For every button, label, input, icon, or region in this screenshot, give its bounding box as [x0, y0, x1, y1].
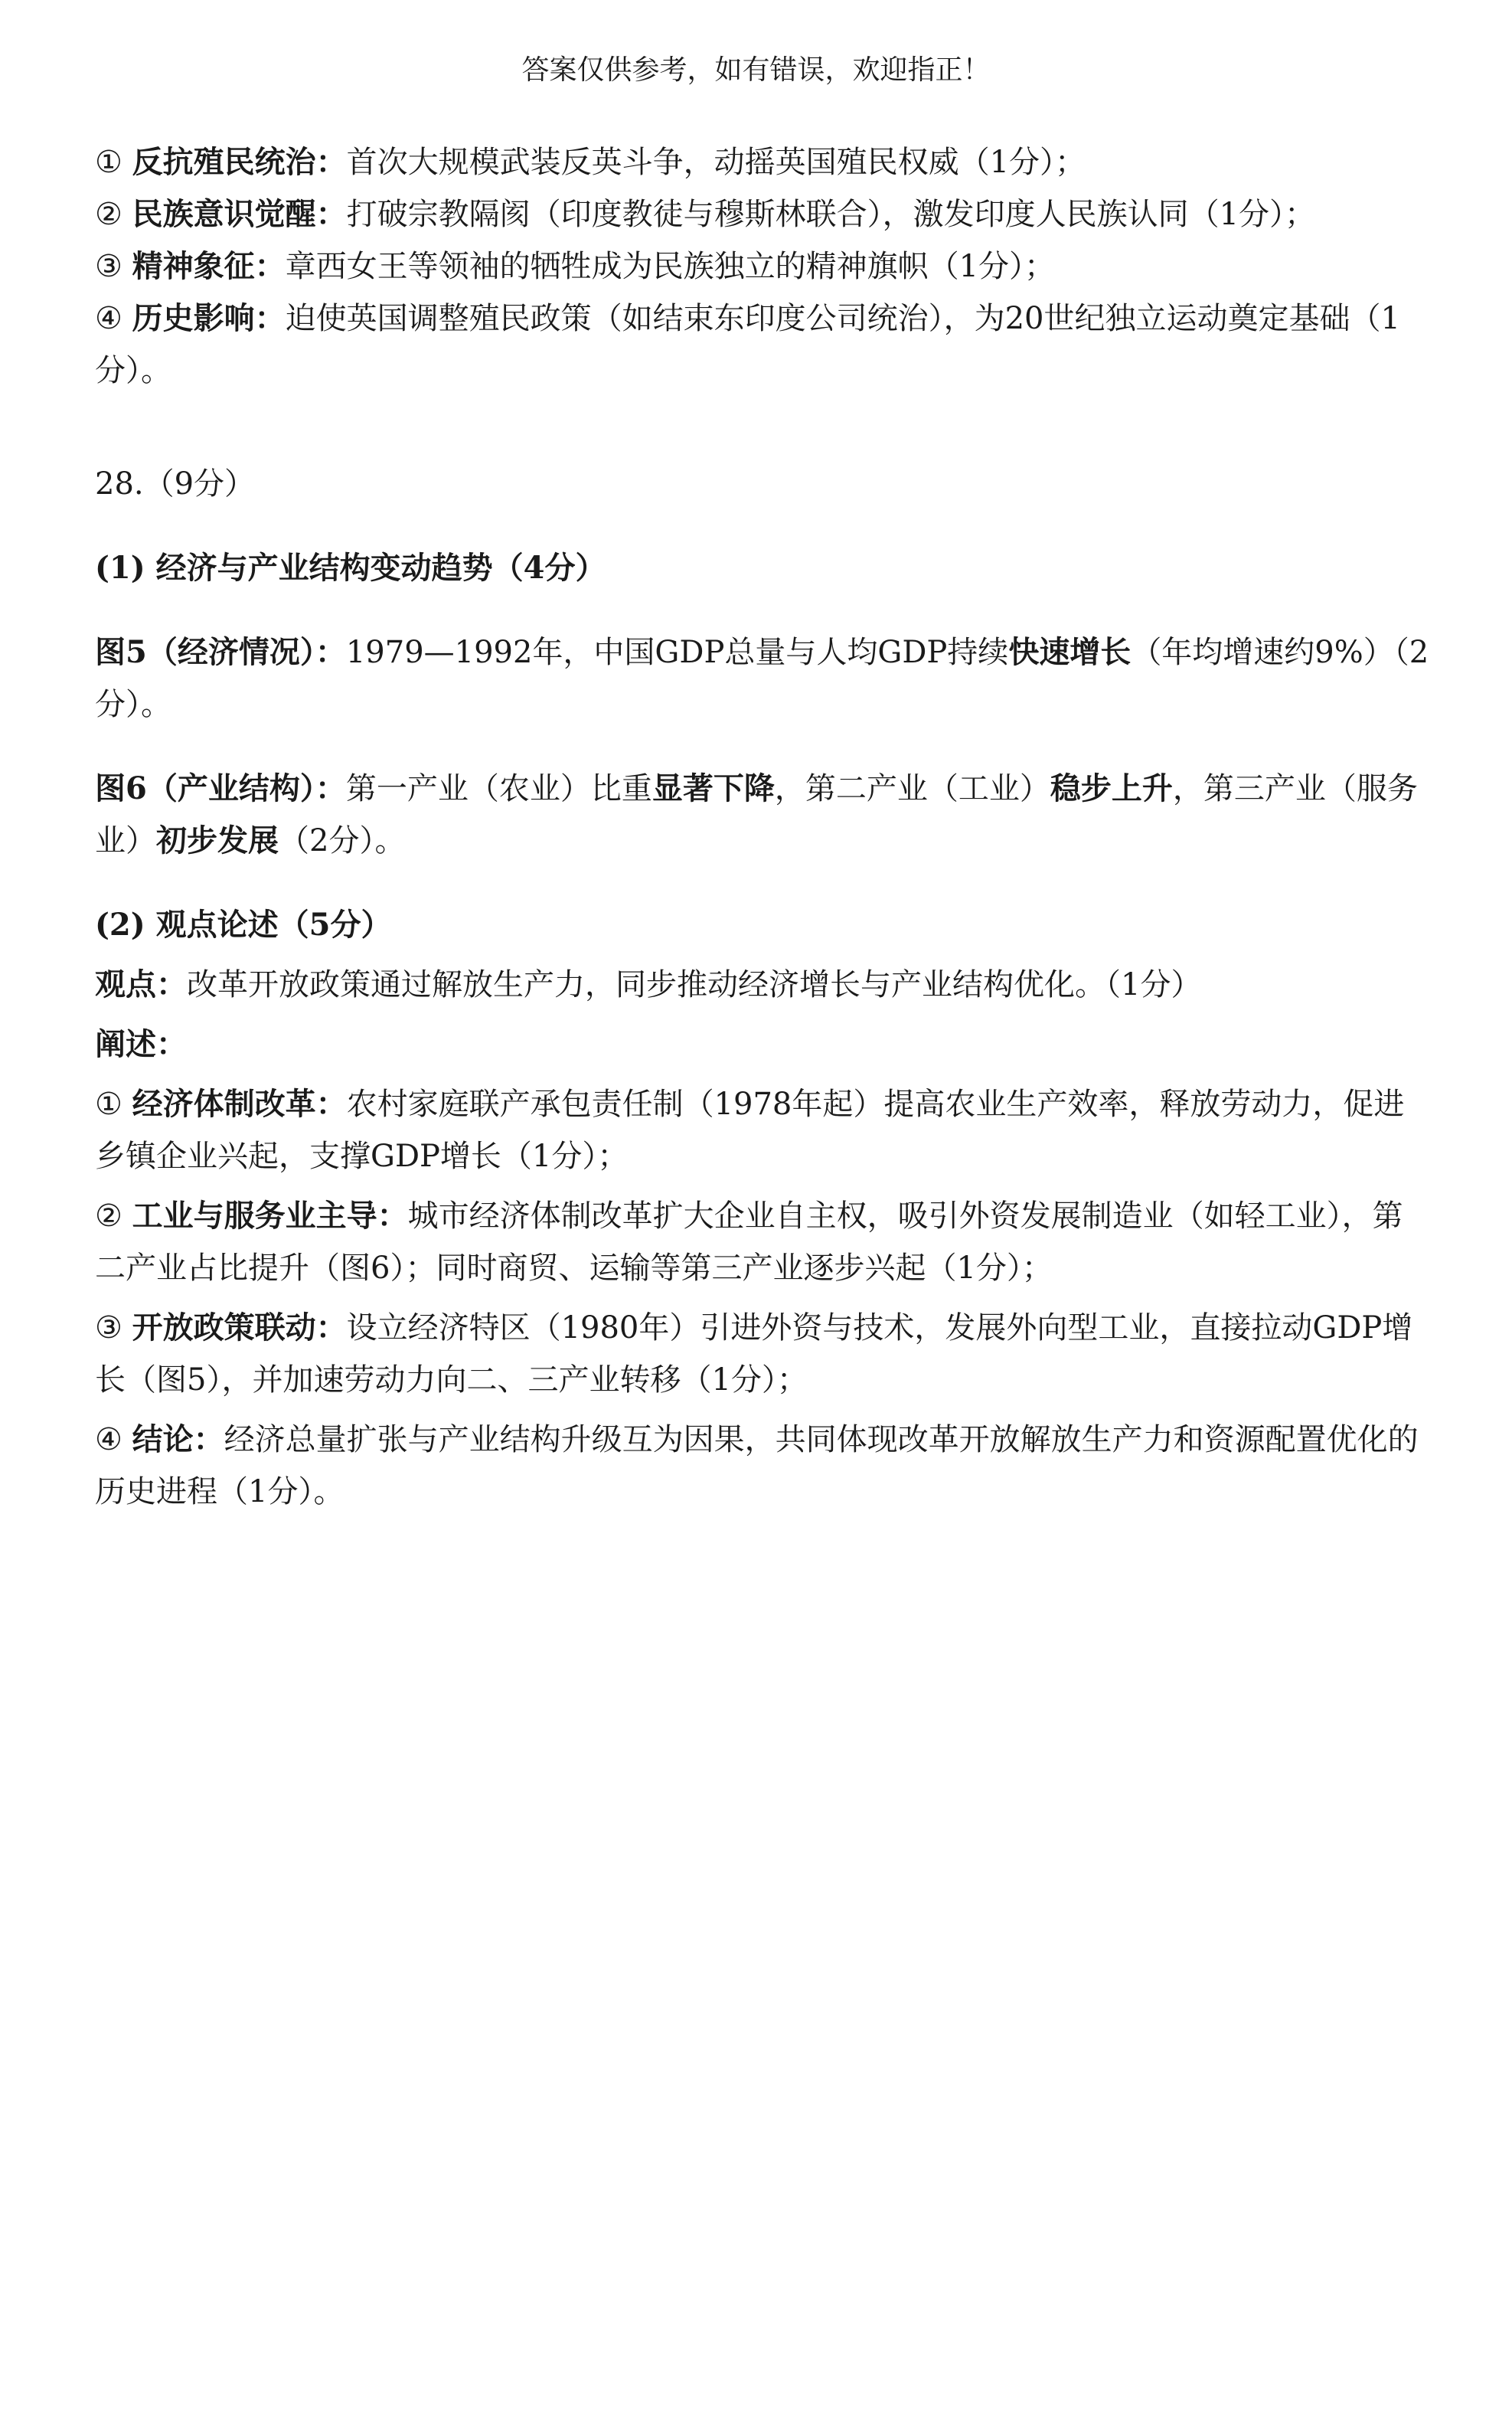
point-label: 开放政策联动： — [132, 1310, 347, 1346]
answer-content — [95, 136, 1431, 1518]
fig5-text-a: 1979—1992年，中国GDP总量与人均GDP持续 — [345, 635, 1009, 670]
point-text: 迫使英国调整殖民政策（如结束东印度公司统治），为20世纪独立运动奠定基础（1分）。 — [95, 301, 1400, 388]
fig6-label: 图6（产业结构）： — [95, 770, 346, 806]
answer-disclaimer: 答案仅供参考，如有错误，欢迎指正！ — [521, 54, 991, 86]
fig6-text-b: ，第二产业（工业） — [774, 771, 1050, 806]
point-label: 经济体制改革： — [132, 1086, 347, 1122]
q28-heading: 28.（9分） — [95, 466, 256, 502]
point-number: ④ — [95, 301, 122, 336]
point-label: 精神象征： — [132, 248, 286, 284]
point-number: ④ — [95, 1422, 122, 1457]
point-text: 首次大规模武装反英斗争，动摇英国殖民权威（1分）； — [346, 145, 1086, 180]
viewpoint-label: 观点： — [95, 966, 187, 1002]
q28-point-2 — [95, 1190, 1431, 1294]
point-number: ② — [95, 1198, 122, 1234]
fig6-text-c: ，第三产业（服务业） — [95, 771, 1418, 858]
point-label: 结论： — [132, 1421, 224, 1457]
point-text: 城市经济体制改革扩大企业自主权，吸引外资发展制造业（如轻工业），第二产业占比提升（图6）；同时商贸、运输等第三产业逐步兴起（1分）； — [95, 1198, 1403, 1286]
q28-point-1 — [95, 1078, 1431, 1182]
fig6-emphasis-c: 初步发展 — [156, 822, 279, 858]
point-text: 经济总量扩张与产业结构升级互为因果，共同体现改革开放解放生产力和资源配置优化的历史进程（1分）。 — [95, 1422, 1419, 1509]
point-text: 设立经济特区（1980年）引进外资与技术，发展外向型工业，直接拉动GDP增长（图5），并加速劳动力向二、三产业转移（1分）； — [95, 1310, 1413, 1398]
point-text: 打破宗教隔阂（印度教徒与穆斯林联合），激发印度人民族认同（1分）； — [346, 197, 1316, 232]
fig6-text-a: 第一产业（农业）比重 — [345, 771, 652, 806]
viewpoint — [95, 959, 1431, 1011]
q27-point-4 — [95, 293, 1431, 397]
point-number: ① — [95, 145, 122, 180]
fig6-emphasis-a: 显著下降 — [651, 770, 775, 806]
point-label: 历史影响： — [132, 300, 286, 336]
point-number: ① — [95, 1087, 122, 1122]
q28-point-4 — [95, 1414, 1431, 1518]
q28-part1-title: (1) 经济与产业结构变动趋势（4分） — [95, 550, 606, 586]
q27-point-2 — [95, 188, 1431, 240]
point-label: 工业与服务业主导： — [132, 1198, 408, 1234]
elaboration-label: 阐述： — [95, 1026, 187, 1062]
q28-part2-title: (2) 观点论述（5分） — [95, 907, 392, 943]
fig6-analysis — [95, 763, 1431, 867]
point-number: ③ — [95, 1310, 122, 1346]
point-text: 农村家庭联产承包责任制（1978年起）提高农业生产效率，释放劳动力，促进乡镇企业兴起，支撑GDP增长（1分）； — [95, 1087, 1405, 1174]
q27-point-1 — [95, 136, 1431, 188]
q27-point-3 — [95, 240, 1431, 293]
point-number: ② — [95, 197, 122, 232]
point-text: 章西女王等领袖的牺牲成为民族独立的精神旗帜（1分）； — [285, 249, 1056, 284]
point-label: 反抗殖民统治： — [132, 144, 347, 180]
fig5-emphasis: 快速增长 — [1008, 634, 1132, 670]
fig5-analysis — [95, 626, 1431, 731]
fig6-text-d: （2分）。 — [279, 823, 406, 858]
point-number: ③ — [95, 249, 122, 284]
fig5-label: 图5（经济情况）： — [95, 634, 346, 670]
fig5-text-b: （年均增速约9%）（2分）。 — [95, 635, 1429, 722]
viewpoint-text: 改革开放政策通过解放生产力，同步推动经济增长与产业结构优化。（1分） — [187, 967, 1202, 1002]
q28-point-3 — [95, 1302, 1431, 1406]
point-label: 民族意识觉醒： — [132, 196, 347, 232]
fig6-emphasis-b: 稳步上升 — [1050, 770, 1173, 806]
